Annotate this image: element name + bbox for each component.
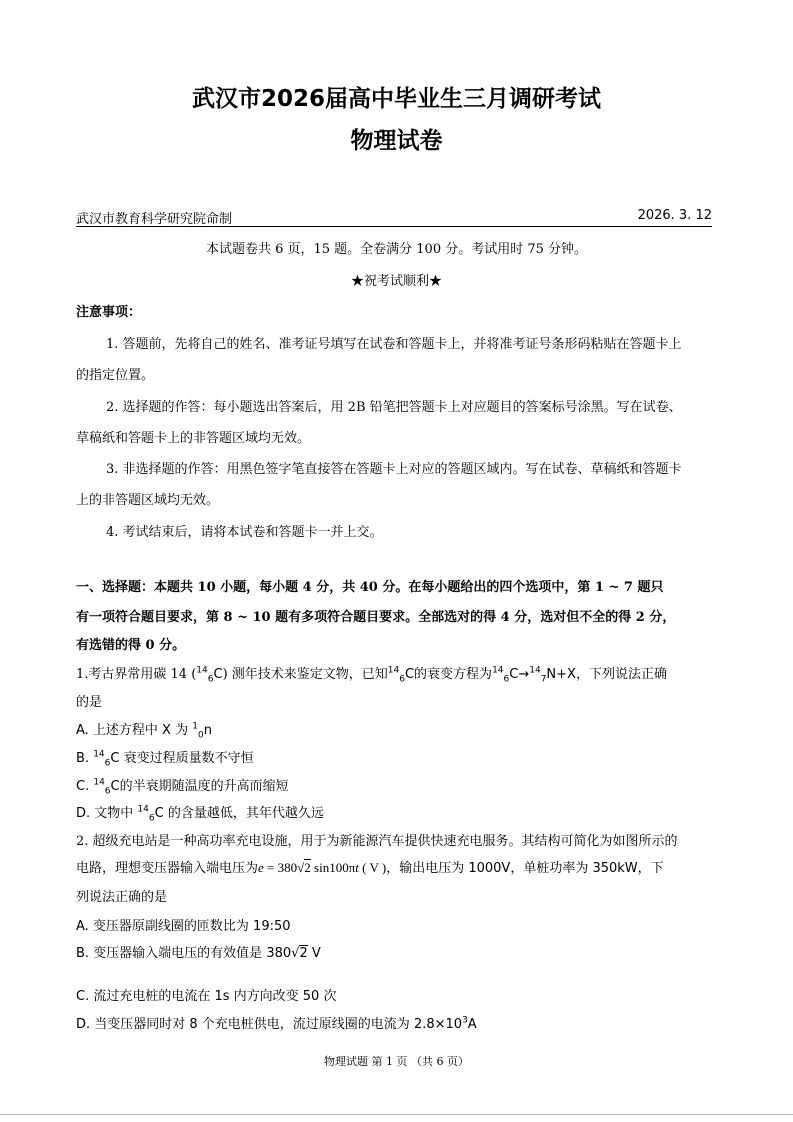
element-symbol: C — [110, 751, 120, 766]
mass-number: 14 — [387, 665, 400, 676]
option-label: C. — [76, 779, 94, 794]
element-symbol: C — [213, 667, 223, 682]
q1-option-b — [76, 747, 721, 769]
option-label: D. 文物中 — [76, 806, 138, 821]
mass-number: 1 — [192, 721, 198, 732]
eq-coefficient: = 380 — [263, 860, 298, 875]
option-label: B. — [76, 751, 94, 766]
charge-number: 6 — [503, 674, 510, 685]
q2-stem-part-a: 电路，理想变压器输入端电压为 — [76, 861, 259, 876]
title-year: 2026 — [260, 86, 325, 112]
charge-number: 6 — [399, 674, 405, 685]
nuclide-c14 — [137, 804, 164, 824]
q1-stem-line-2: 的是 — [76, 695, 103, 710]
charge-number: 6 — [104, 786, 111, 797]
notice-item-4: 4. 考试结束后，请将本试卷和答题卡一并上交。 — [106, 525, 383, 540]
option-b-unit: V — [307, 946, 321, 961]
good-luck-line: ★祝考试顺利★ — [350, 274, 442, 289]
nuclide-c14 — [93, 749, 120, 769]
option-a-text: A. 上述方程中 X 为 — [76, 723, 193, 738]
mass-number: 14 — [137, 804, 149, 815]
element-symbol: N — [546, 667, 557, 682]
charge-number: 6 — [207, 674, 214, 685]
notice-item-2-line-1: 2. 选择题的作答：每小题选出答案后，用 2B 铅笔把答题卡上对应题目的答案标号涂黑。写在试卷、 — [106, 400, 682, 415]
charge-number: 6 — [148, 813, 155, 824]
charge-number: 6 — [104, 758, 111, 769]
q2-stem-line-2 — [76, 857, 721, 876]
option-c-text: 的半衰期随温度的升高而缩短 — [119, 779, 289, 794]
eq-time: t — [355, 860, 359, 875]
section-1-line-2: 有一项符合题目要求，第 8 ~ 10 题有多项符合题目要求。全部选对的得 4 分，选对但不全的得 2 分， — [76, 610, 676, 625]
mass-number: 14 — [93, 749, 105, 760]
mass-number: 14 — [196, 665, 208, 676]
charge-number: 0 — [197, 730, 204, 741]
q1-stem-part-b: ) 测年技术来鉴定文物，已知 — [222, 667, 388, 682]
option-b-text: B. 变压器输入端电压的有效值是 380 — [76, 946, 292, 961]
title-prefix: 武汉市 — [191, 86, 261, 112]
title-suffix: 届高中毕业生三月调研考试 — [325, 86, 601, 112]
section-1-line-1: 一、选择题：本题共 10 小题，每小题 4 分，共 40 分。在每小题给出的四个选项中，第 1 ~ 7 题只 — [76, 580, 664, 595]
element-symbol: n — [203, 723, 212, 738]
sqrt-icon: √ — [297, 860, 305, 875]
q2-stem-part-b: ，输出电压为 1000V，单桩功率为 350kW，下 — [386, 861, 664, 876]
eq-unit: ( V ) — [358, 860, 387, 875]
sqrt-radicand: 2 — [304, 860, 311, 875]
q1-option-a — [76, 719, 721, 741]
option-d-text: D. 当变压器同时对 8 个充电桩供电，流过原线圈的电流为 2.8×10 — [76, 1017, 463, 1032]
element-symbol: C — [509, 667, 519, 682]
exam-info: 本试题卷共 6 页，15 题。全卷满分 100 分。考试用时 75 分钟。 — [205, 242, 588, 257]
q1-stem-part-a: 1.考古界常用碳 14 ( — [76, 667, 197, 682]
q2-stem-line-3: 列说法正确的是 — [76, 890, 168, 905]
header-rule — [76, 208, 712, 227]
mass-number: 14 — [529, 665, 541, 676]
charge-number: 7 — [540, 674, 547, 685]
exam-date: 2026. 3. 12 — [637, 208, 712, 223]
nuclide-c14 — [196, 665, 223, 685]
option-d-unit: A — [467, 1017, 477, 1032]
mass-number: 14 — [492, 665, 504, 676]
q1-stem-part-d: ，下列说法正确 — [575, 667, 667, 682]
option-d-text: 的含量越低，其年代越久远 — [163, 806, 324, 821]
notice-item-3-line-2: 上的非答题区域均无效。 — [76, 493, 220, 508]
notice-item-3-line-1: 3. 非选择题的作答：用黑色签字笔直接答在答题卡上对应的答题区域内。写在试卷、草稿纸和答题卡 — [106, 462, 682, 477]
notice-heading: 注意事项： — [76, 305, 142, 320]
q2-option-a: A. 变压器原副线圈的匝数比为 19:50 — [76, 919, 291, 934]
q1-option-c — [76, 775, 721, 797]
element-symbol: C — [154, 806, 164, 821]
notice-item-1-line-1: 1. 答题前，先将自己的姓名、准考证号填写在试卷和答题卡上，并将准考证号条形码粘贴在答题卡上 — [106, 337, 682, 352]
option-b-text: 衰变过程质量数不守恒 — [119, 751, 254, 766]
author-line: 武汉市教育科学研究院命制 — [76, 212, 233, 227]
exam-subtitle: 物理试卷 — [350, 128, 443, 154]
voltage-equation — [258, 859, 386, 875]
sqrt-radicand: 2 — [299, 946, 308, 961]
notice-item-2-line-2: 草稿纸和答题卡上的非答题区域均无效。 — [76, 431, 311, 446]
q2-stem-line-1: 2. 超级充电站是一种高功率充电设施，用于为新能源汽车提供快速充电服务。其结构可简化为如图所示的 — [76, 834, 678, 849]
decay-equation — [492, 665, 576, 685]
element-symbol: C — [404, 667, 415, 682]
page-footer: 物理试题 第 1 页 （共 6 页） — [324, 1055, 469, 1068]
eq-sin: sin100π — [310, 860, 356, 875]
q1-stem-part-c: 的衰变方程为 — [414, 667, 493, 682]
q2-option-b — [76, 942, 721, 961]
q2-option-d — [76, 1013, 721, 1032]
arrow-icon: → — [518, 667, 530, 682]
q1-option-d — [76, 802, 721, 824]
nuclide-c14 — [93, 777, 120, 797]
nuclide-c14 — [387, 665, 415, 685]
exponent: 3 — [462, 1015, 468, 1026]
notice-item-1-line-2: 的指定位置。 — [76, 368, 155, 383]
q2-option-c: C. 流过充电桩的电流在 1s 内方向改变 50 次 — [76, 989, 337, 1004]
page-bottom-divider — [0, 1114, 793, 1115]
mass-number: 14 — [93, 777, 105, 788]
decay-product: +X — [556, 667, 576, 682]
eq-symbol: e — [258, 860, 264, 875]
exam-title — [0, 80, 793, 113]
sqrt-icon: √ — [291, 946, 300, 961]
q1-stem — [76, 663, 721, 685]
section-1-line-3: 有选错的得 0 分。 — [76, 638, 186, 653]
element-symbol: C — [110, 779, 120, 794]
